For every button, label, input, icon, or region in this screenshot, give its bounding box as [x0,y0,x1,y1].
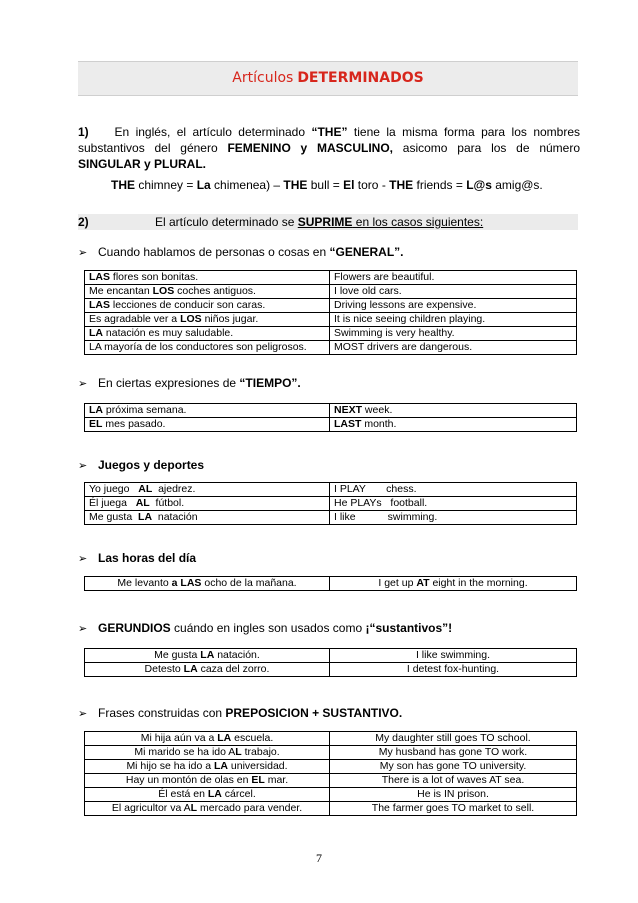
ex-t4: toro - [354,178,390,192]
cell-es-text: coches antiguos. [174,285,256,297]
cell-en-text: month. [361,418,397,430]
table-horas [84,576,577,591]
table-row [85,327,577,341]
ex-el: El [343,178,355,192]
cell-es [85,732,330,746]
table-gerundios [84,648,577,677]
cell-es-bold: LA [217,732,232,744]
ex-the-2: THE [283,178,308,192]
bullet-gerundios [78,620,452,637]
cell-es [85,497,330,511]
paragraph-1 [78,124,580,172]
bullet-general [78,244,404,261]
cell-es-bold: LA [207,788,222,800]
table-row [85,788,577,802]
cell-es-text: escuela. [231,732,274,744]
cell-es [85,299,330,313]
cell-es-pre: Detesto [144,663,184,675]
ex-t1: chimney = [135,178,197,192]
p1-text-b: tiene la misma forma para los nombres substantivos del género [78,125,581,155]
cell-es-bold: L [190,802,198,814]
arrow-bullet-icon: ➢ [78,708,88,720]
cell-es-bold: LA [89,404,103,416]
cell-en: There is a lot of waves AT sea. [330,774,577,788]
cell-en: Swimming is very healthy. [330,327,577,341]
table-row [85,271,577,285]
cell-en: My son has gone TO university. [330,760,577,774]
b3-bold: Juegos y deportes [98,458,205,472]
b4-bold: Las horas del día [98,551,197,565]
cell-es-bold: LAS [89,299,110,311]
cell-es-bold: AL [138,483,153,495]
cell-es-text: mar. [264,774,289,786]
cell-es-text: ocho de la mañana. [201,577,297,589]
cell-es [85,746,330,760]
cell-es-text: niños jugar. [201,313,259,325]
cell-en: Flowers are beautiful. [330,271,577,285]
title-band [78,61,578,96]
cell-es-bold: L [235,746,242,758]
cell-es [85,483,330,497]
sec2-text-b: en los casos siguientes: [352,215,484,229]
cell-es-pre: Mi marido se ha ido A [134,746,236,758]
cell-es-text: caza del zorro. [197,663,270,675]
cell-es-pre: Mi hija aún va a [140,732,218,744]
p1-the: “THE” [311,125,348,139]
cell-es-bold: LAS [89,271,110,283]
table-row [85,285,577,299]
cell-en: MOST drivers are dangerous. [330,341,577,355]
cell-en [330,577,577,591]
cell-en [330,418,577,432]
cell-es-pre: Me gusta [89,511,139,523]
cell-es [85,663,330,677]
bullet-juegos [78,457,204,474]
cell-es-text: universidad. [228,760,288,772]
table-row [85,577,577,591]
cell-es-pre: Me encantan [89,285,153,297]
table-row [85,341,577,355]
b2-text: En ciertas expresiones de [98,376,240,390]
ex-t3: bull = [307,178,344,192]
title-light: Artículos [232,70,294,86]
table-row [85,299,577,313]
arrow-bullet-icon: ➢ [78,247,88,259]
b6-bold: PREPOSICION + SUSTANTIVO. [225,706,403,720]
bullet-tiempo [78,375,301,392]
cell-es [85,577,330,591]
cell-es-pre: Él está en [158,788,208,800]
table-row [85,404,577,418]
bullet-preposicion [78,705,402,722]
arrow-bullet-icon: ➢ [78,623,88,635]
cell-es-text: próxima semana. [103,404,187,416]
table-row [85,483,577,497]
cell-es-pre: El agricultor va A [111,802,191,814]
cell-es [85,313,330,327]
cell-en-pre: I get up [378,577,417,589]
cell-en: I love old cars. [330,285,577,299]
cell-es [85,788,330,802]
cell-es [85,802,330,816]
table-row [85,649,577,663]
title-bold: DETERMINADOS [297,70,424,86]
cell-es [85,404,330,418]
table-row [85,760,577,774]
cell-es-text: mes pasado. [102,418,166,430]
ex-los: L@s [466,178,492,192]
cell-en: It is nice seeing children playing. [330,313,577,327]
p1-text-c: asicomo para los de número [393,141,581,155]
cell-en-bold: LAST [334,418,362,430]
cell-es-text: natación es muy saludable. [103,327,234,339]
ex-t5: friends = [413,178,467,192]
cell-es [85,327,330,341]
table-row [85,511,577,525]
arrow-bullet-icon: ➢ [78,378,88,390]
cell-es-bold: LOS [180,313,202,325]
table-row [85,746,577,760]
cell-en: I like swimming. [330,511,577,525]
cell-en: My husband has gone TO work. [330,746,577,760]
table-row [85,732,577,746]
cell-es-text: flores son bonitas. [110,271,199,283]
p1-singplural: SINGULAR y PLURAL. [78,157,207,171]
sec2-text-a: El artículo determinado se [155,215,298,229]
table-row [85,497,577,511]
section-2-heading [78,214,578,230]
cell-es-text: fútbol. [149,497,185,509]
arrow-bullet-icon: ➢ [78,553,88,565]
cell-es-bold: LA [138,511,153,523]
b2-bold: “TIEMPO”. [239,376,301,390]
table-row [85,663,577,677]
cell-en-text: week. [362,404,393,416]
arrow-bullet-icon: ➢ [78,460,88,472]
cell-en [330,404,577,418]
cell-en: I like swimming. [330,649,577,663]
sec2-suprime: SUPRIME [297,215,353,229]
table-juegos [84,482,577,525]
cell-es-bold: LOS [152,285,175,297]
cell-es-bold: LA [200,649,215,661]
example-line [111,177,591,193]
cell-es [85,418,330,432]
b1-bold: “GENERAL”. [329,245,404,259]
cell-es-text: lecciones de conducir son caras. [110,299,266,311]
ex-t6: amig@s. [491,178,543,192]
cell-es-bold: AL [135,497,150,509]
b5-bold: GERUNDIOS [98,621,171,635]
cell-en: The farmer goes TO market to sell. [330,802,577,816]
sec2-number: 2) [78,215,89,229]
cell-en: He is IN prison. [330,788,577,802]
b6-text: Frases construidas con [98,706,226,720]
cell-en-bold: NEXT [334,404,363,416]
table-row [85,418,577,432]
cell-es [85,285,330,299]
cell-es-pre: Yo juego [89,483,139,495]
cell-es-text: natación [152,511,198,523]
cell-es-pre: Él juega [89,497,136,509]
p1-text-a: En inglés, el artículo determinado [114,125,312,139]
cell-en: Driving lessons are expensive. [330,299,577,313]
table-row [85,774,577,788]
sec2-text [155,214,483,230]
ex-la: La [196,178,211,192]
cell-es-text: trabajo. [241,746,280,758]
cell-en: He PLAYs football. [330,497,577,511]
cell-es [85,649,330,663]
cell-es-bold: LA [183,663,198,675]
cell-es-bold: EL [89,418,103,430]
cell-es-bold: a LAS [171,577,202,589]
cell-es-text: cárcel. [221,788,256,800]
cell-es-bold: LA [214,760,228,772]
ex-the-1: THE [111,178,135,192]
p1-number: 1) [78,125,89,139]
table-tiempo [84,403,577,432]
table-general [84,270,577,355]
cell-en-text: eight in the morning. [429,577,528,589]
cell-es [85,511,330,525]
cell-es-bold: LA [89,327,103,339]
cell-es-pre: Me gusta [154,649,201,661]
table-preposicion [84,731,577,816]
cell-en: I PLAY chess. [330,483,577,497]
cell-es-pre: Es agradable ver a [89,313,181,325]
cell-en: I detest fox-hunting. [330,663,577,677]
cell-es-pre: Mi hijo se ha ido a [126,760,214,772]
cell-en: My daughter still goes TO school. [330,732,577,746]
cell-es-text: natación. [214,649,260,661]
cell-es: LA mayoría de los conductores son peligrosos. [85,341,330,355]
cell-en-bold: AT [416,577,430,589]
cell-es-text: ajedrez. [152,483,196,495]
cell-es-bold: EL [251,774,265,786]
cell-es-pre: Hay un montón de olas en [125,774,252,786]
b1-text: Cuando hablamos de personas o cosas en [98,245,330,259]
page-number: 7 [316,851,322,865]
cell-es [85,271,330,285]
page-title [78,70,578,86]
ex-t2: chimenea) – [210,178,284,192]
p1-femmasc: FEMENINO y MASCULINO, [227,141,394,155]
b5-bold-2: ¡“sustantivos”! [365,621,453,635]
ex-the-3: THE [389,178,414,192]
bullet-horas [78,550,196,567]
cell-es [85,774,330,788]
table-row [85,313,577,327]
cell-es-pre: Me levanto [117,577,172,589]
cell-es-text: mercado para vender. [197,802,303,814]
table-row [85,802,577,816]
cell-es [85,760,330,774]
b5-text: cuándo en ingles son usados como [170,621,366,635]
